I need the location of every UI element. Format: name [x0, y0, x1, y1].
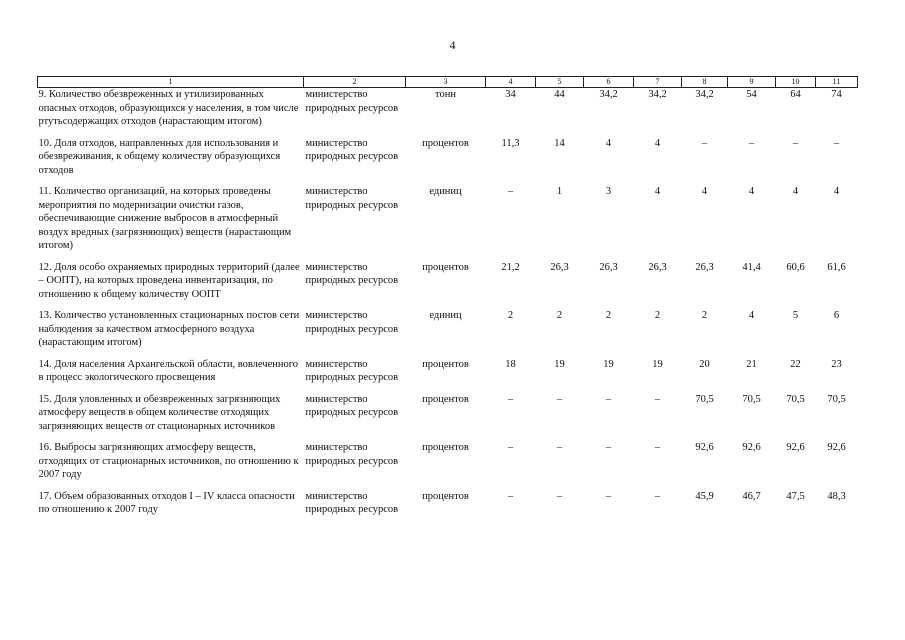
table-row: [38, 88, 858, 137]
indicator-value: 21: [746, 358, 757, 370]
unit-of-measure: процентов: [422, 442, 469, 453]
indicator-value: 14: [554, 137, 565, 149]
col-header: 3: [406, 77, 486, 88]
indicator-value: 2: [507, 310, 514, 321]
indicator-value: –: [701, 137, 708, 149]
indicator-value: 19: [554, 358, 565, 370]
indicator-value: 3: [605, 186, 612, 197]
indicator-value: 4: [792, 186, 799, 197]
table-row: [38, 261, 858, 310]
indicator-value: –: [556, 442, 563, 453]
unit-of-measure: процентов: [422, 358, 469, 370]
col-header: 5: [536, 77, 584, 88]
indicator-value: 26,3: [599, 261, 618, 273]
indicator-value: 70,5: [827, 393, 846, 405]
responsible-executor: министерство природных ресурсов: [305, 393, 399, 418]
indicator-value: 4: [605, 137, 612, 149]
responsible-executor: министерство природных ресурсов: [305, 261, 399, 286]
indicator-value: 26,3: [695, 261, 714, 273]
unit-of-measure: процентов: [422, 137, 469, 149]
indicator-value: 19: [603, 358, 614, 370]
indicator-value: 4: [654, 137, 661, 149]
col-header: 6: [584, 77, 634, 88]
unit-of-measure: процентов: [422, 261, 469, 273]
indicator-value: 70,5: [786, 393, 805, 405]
indicator-value: 61,6: [827, 261, 846, 273]
unit-of-measure: единиц: [429, 310, 462, 321]
indicator-value: 23: [831, 358, 842, 370]
col-header: 9: [728, 77, 776, 88]
indicator-name: 10. Доля отходов, направленных для использования и обезвреживания, к общему количеству образующихся отходов: [38, 137, 281, 176]
indicator-value: 34,2: [599, 89, 618, 100]
indicator-value: 2: [701, 310, 708, 321]
indicator-name: 11. Количество организаций, на которых проведены мероприятия по модернизации очистки газов, обеспечивающие снижение выбросов в атмосферный воздух вредных (загрязняющих) веществ (нарастающим итогом): [38, 186, 292, 251]
indicator-value: –: [654, 393, 661, 405]
indicator-value: –: [748, 137, 755, 149]
indicator-value: –: [507, 490, 514, 502]
indicator-value: –: [605, 442, 612, 453]
indicator-value: 47,5: [786, 490, 805, 502]
indicator-value: –: [833, 137, 840, 149]
indicator-value: –: [605, 393, 612, 405]
indicator-value: –: [507, 393, 514, 405]
unit-of-measure: единиц: [429, 186, 462, 197]
indicator-name: 13. Количество установленных стационарных постов сети наблюдения за качеством атмосферного воздуха (нарастающим итогом): [38, 310, 300, 348]
indicator-name: 15. Доля уловленных и обезвреженных загрязняющих атмосферу веществ в общем количестве отходящих загрязняющих веществ от стационарных источников: [38, 393, 281, 432]
indicator-value: 48,3: [827, 490, 846, 502]
indicator-value: 54: [746, 89, 757, 100]
indicator-value: –: [792, 137, 799, 149]
responsible-executor: министерство природных ресурсов: [305, 490, 399, 515]
indicator-value: 74: [831, 89, 842, 100]
indicator-name: 17. Объем образованных отходов I – IV класса опасности по отношению к 2007 году: [38, 490, 295, 515]
indicator-value: 26,3: [550, 261, 569, 273]
indicator-value: 70,5: [695, 393, 714, 405]
indicator-value: 60,6: [786, 261, 805, 273]
indicator-value: 26,3: [648, 261, 667, 273]
unit-of-measure: тонн: [435, 89, 456, 100]
col-header: 4: [486, 77, 536, 88]
indicator-value: 4: [748, 186, 755, 197]
indicator-value: 92,6: [827, 442, 846, 453]
indicator-name: 12. Доля особо охраняемых природных территорий (далее – ООПТ), на которых проведена инвентаризация, по отношению к общему количеству ООПТ: [38, 261, 300, 300]
indicator-value: 11,3: [501, 137, 520, 149]
col-header: 8: [682, 77, 728, 88]
indicator-value: 6: [833, 310, 840, 321]
responsible-executor: министерство природных ресурсов: [305, 186, 399, 211]
indicator-value: 2: [654, 310, 661, 321]
indicator-value: 21,2: [501, 261, 520, 273]
page-number: 4: [449, 38, 456, 52]
indicator-value: 4: [701, 186, 708, 197]
indicator-value: 34,2: [648, 89, 667, 100]
indicator-value: 34: [505, 89, 516, 100]
indicator-value: –: [654, 490, 661, 502]
indicator-value: 46,7: [742, 490, 761, 502]
indicator-name: 14. Доля населения Архангельской области, вовлеченного в процесс экологического просвещения: [38, 358, 299, 383]
indicator-value: 4: [833, 186, 840, 197]
responsible-executor: министерство природных ресурсов: [305, 310, 399, 335]
table-row: [38, 309, 858, 358]
indicator-value: –: [507, 442, 514, 453]
indicator-value: 2: [605, 310, 612, 321]
indicator-value: –: [556, 393, 563, 405]
indicator-value: 92,6: [695, 442, 714, 453]
col-header: 10: [776, 77, 816, 88]
indicator-value: 34,2: [695, 89, 714, 100]
indicator-value: 64: [790, 89, 801, 100]
col-header: 7: [634, 77, 682, 88]
indicator-name: 9. Количество обезвреженных и утилизированных опасных отходов, образующихся у населения, в том числе ртутьсодержащих отходов (нарастающим итогом): [38, 89, 299, 127]
table-row: [38, 185, 858, 261]
table-body: [38, 88, 858, 525]
table-row: [38, 358, 858, 393]
indicator-value: –: [605, 490, 612, 502]
responsible-executor: министерство природных ресурсов: [305, 442, 399, 467]
indicator-value: –: [654, 442, 661, 453]
indicator-value: 45,9: [695, 490, 714, 502]
col-header: 2: [304, 77, 406, 88]
indicator-value: 1: [556, 186, 563, 197]
responsible-executor: министерство природных ресурсов: [305, 137, 399, 162]
table-row: [38, 137, 858, 186]
table-row: [38, 490, 858, 525]
header-row: [38, 77, 858, 88]
indicator-value: –: [556, 490, 563, 502]
indicator-value: –: [507, 186, 514, 197]
indicator-value: 44: [554, 89, 565, 100]
indicator-value: 4: [654, 186, 661, 197]
indicators-table: [37, 76, 858, 525]
indicator-value: 4: [748, 310, 755, 321]
indicator-value: 18: [505, 358, 516, 370]
col-header: 1: [38, 77, 304, 88]
responsible-executor: министерство природных ресурсов: [305, 89, 399, 114]
indicator-value: 2: [556, 310, 563, 321]
unit-of-measure: процентов: [422, 393, 469, 405]
indicator-value: 70,5: [742, 393, 761, 405]
col-header: 11: [816, 77, 858, 88]
indicator-value: 19: [652, 358, 663, 370]
indicator-value: 20: [699, 358, 710, 370]
indicator-value: 92,6: [742, 442, 761, 453]
table-row: [38, 441, 858, 490]
unit-of-measure: процентов: [422, 490, 469, 502]
indicator-value: 41,4: [742, 261, 761, 273]
indicator-value: 5: [792, 310, 799, 321]
responsible-executor: министерство природных ресурсов: [305, 358, 399, 383]
indicator-name: 16. Выбросы загрязняющих атмосферу веществ, отходящих от стационарных источников, по отношению к 2007 году: [38, 442, 299, 480]
indicator-value: 92,6: [786, 442, 805, 453]
indicator-value: 22: [790, 358, 801, 370]
table-row: [38, 393, 858, 442]
